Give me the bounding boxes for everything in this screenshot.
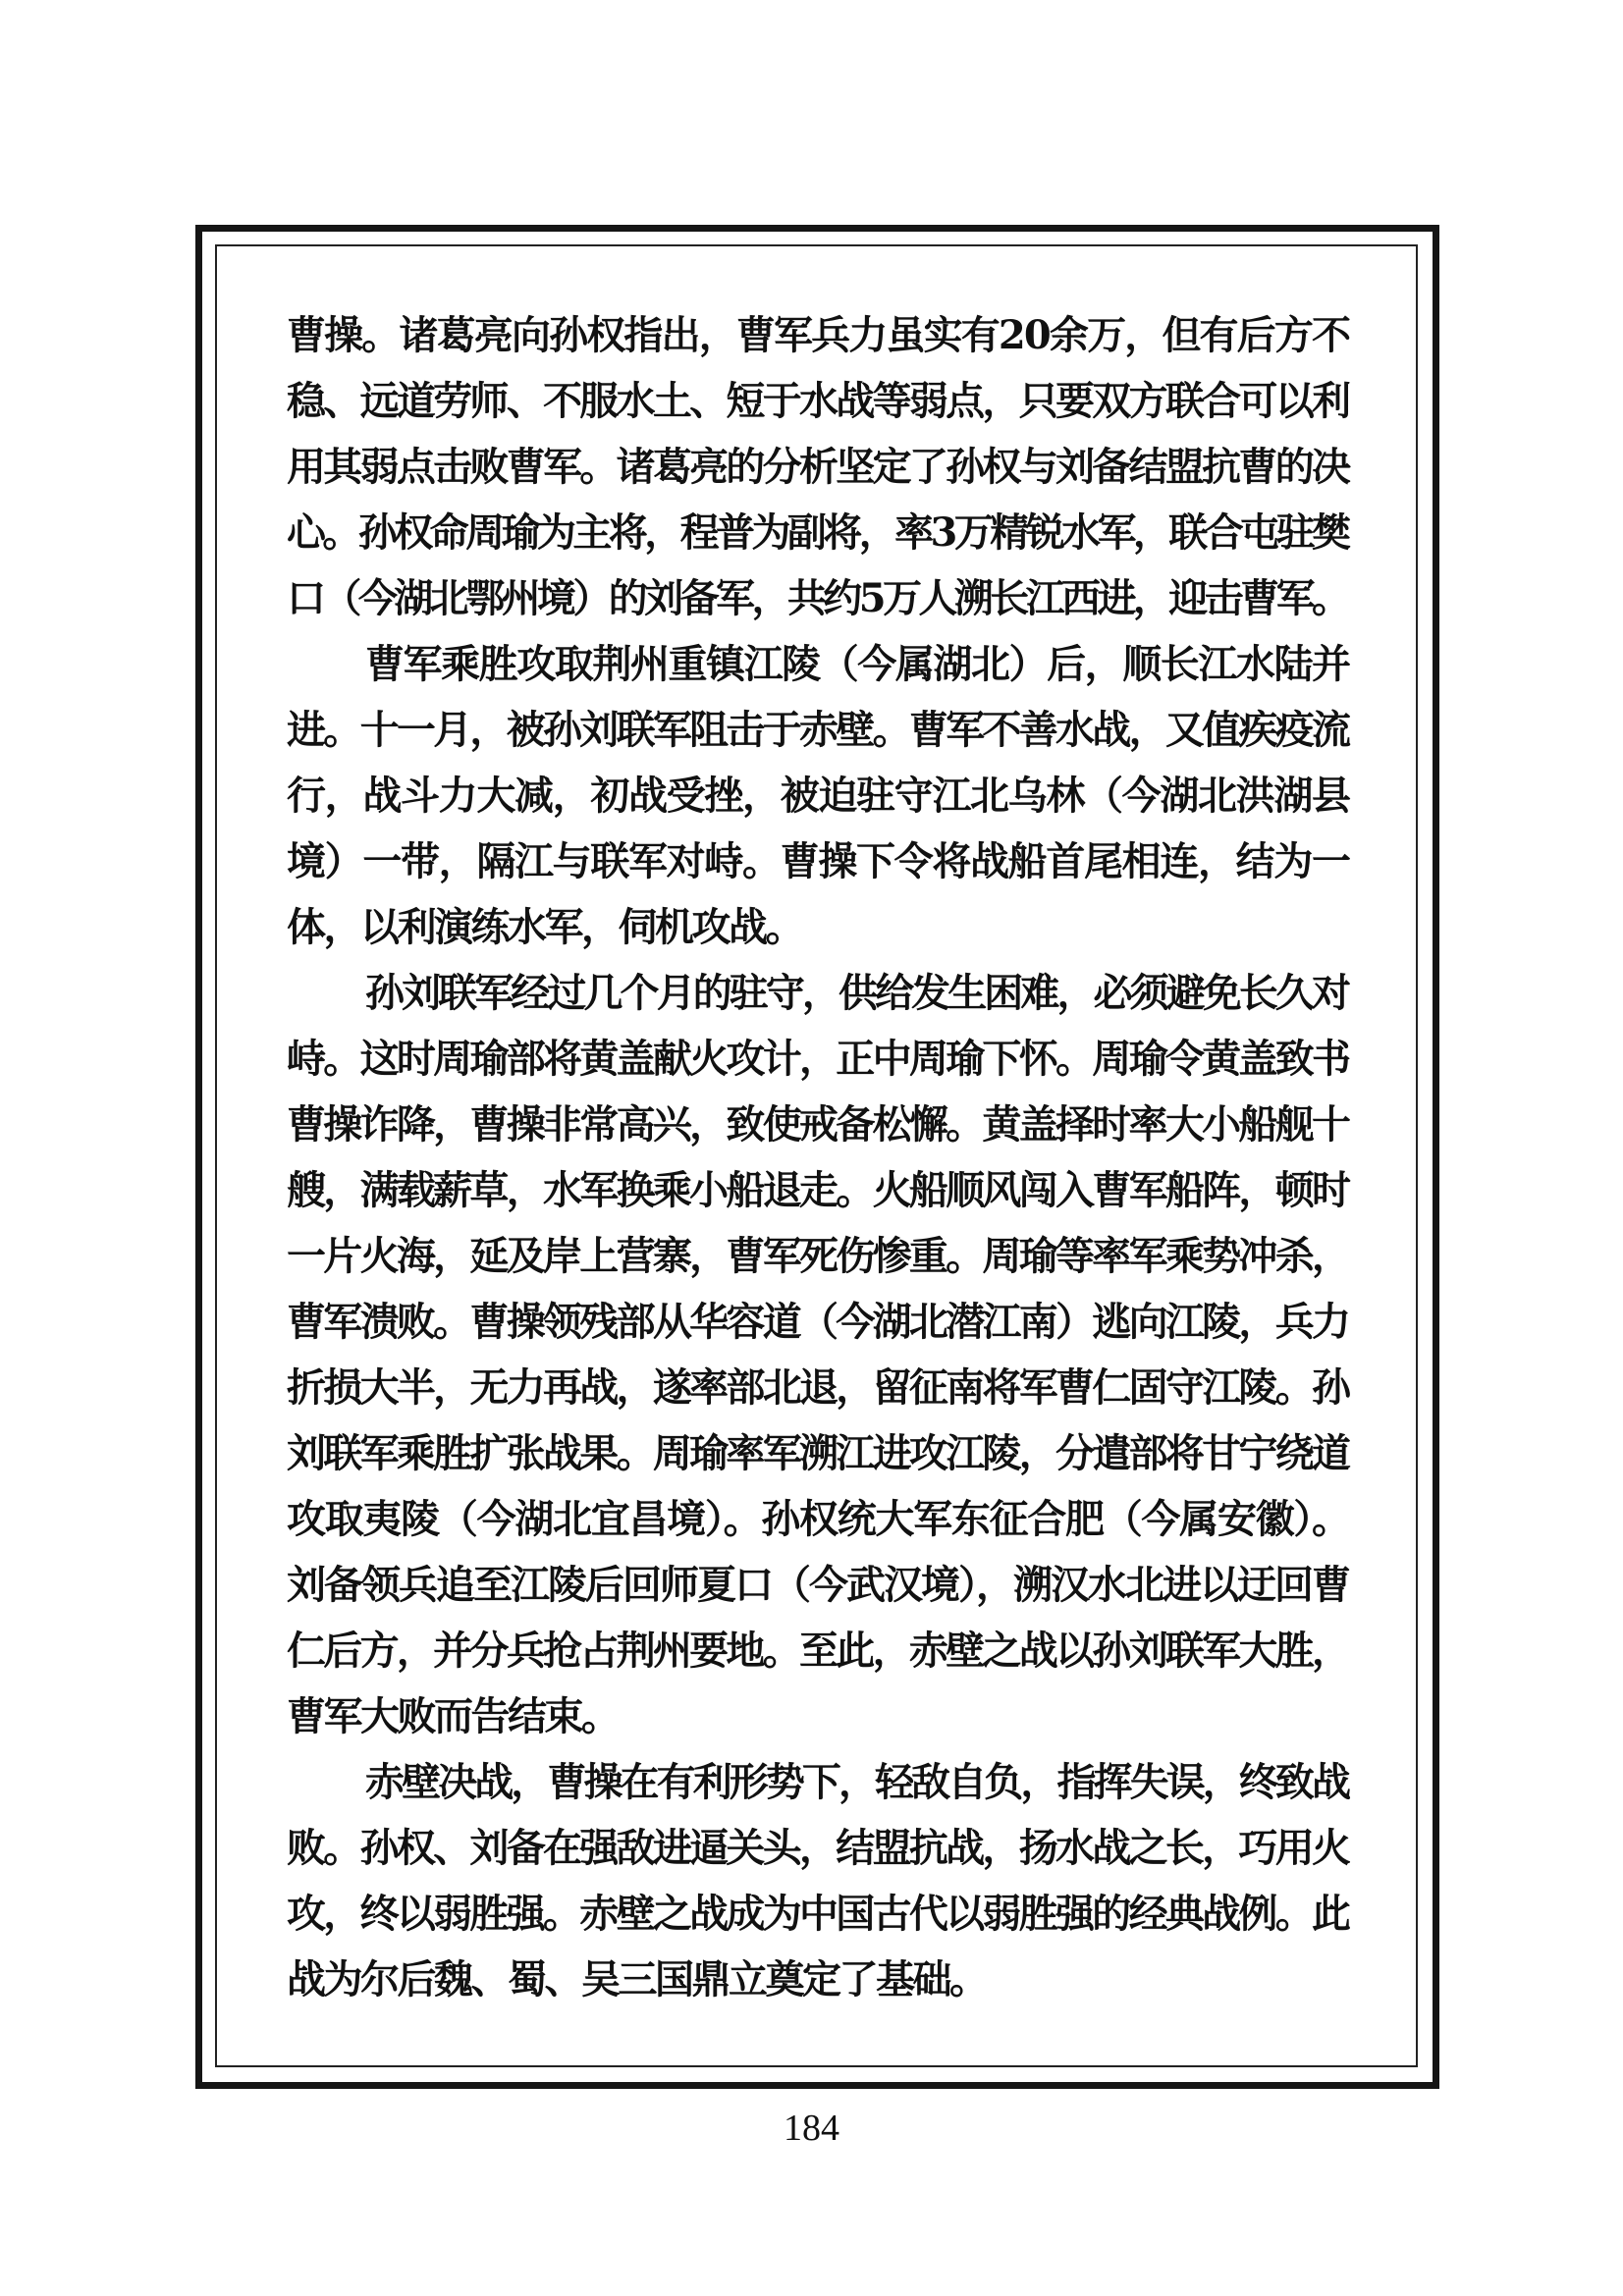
text-line: 心。孙权命周瑜为主将，程普为副将，率3万精锐水军，联合屯驻樊	[287, 509, 1348, 556]
text-line: 境）一带，隔江与联军对峙。曹操下令将战船首尾相连，结为一	[287, 838, 1350, 884]
text-line: 峙。这时周瑜部将黄盖献火攻计，正中周瑜下怀。周瑜令黄盖致书	[287, 1036, 1349, 1082]
text-line: 败。孙权、刘备在强敌进逼关头，结盟抗战，扬水战之长，巧用火	[287, 1825, 1349, 1871]
text-line: 折损大半，无力再战，遂率部北退，留征南将军曹仁固守江陵。孙	[287, 1364, 1349, 1411]
text-line: 进。十一月，被孙刘联军阻击于赤壁。曹军不善水战，又值疾疫流	[287, 707, 1349, 753]
text-line: 曹操。诸葛亮向孙权指出，曹军兵力虽实有20余万，但有后方不	[287, 312, 1350, 358]
text-line: 赤壁决战，曹操在有利形势下，轻敌自负，指挥失误，终致战	[365, 1759, 1349, 1805]
text-line: 刘联军乘胜扩张战果。周瑜率军溯江进攻江陵，分遣部将甘宁绕道	[287, 1430, 1349, 1476]
page-number: 184	[784, 2108, 839, 2149]
paragraph	[287, 631, 1351, 960]
paragraph	[287, 302, 1351, 631]
text-line: 攻取夷陵（今湖北宜昌境）。孙权统大军东征合肥（今属安徽）。	[287, 1496, 1350, 1542]
text-line: 行，战斗力大减，初战受挫，被迫驻守江北乌林（今湖北洪湖县	[287, 773, 1350, 819]
text-line: 用其弱点击败曹军。诸葛亮的分析坚定了孙权与刘备结盟抗曹的决	[287, 444, 1349, 490]
text-line: 曹军大败而告结束。	[287, 1693, 619, 1739]
text-line: 仁后方，并分兵抢占荆州要地。至此，赤壁之战以孙刘联军大胜，	[287, 1628, 1349, 1674]
text-line: 攻，终以弱胜强。赤壁之战成为中国古代以弱胜强的经典战例。此	[287, 1891, 1349, 1937]
body-text	[287, 302, 1351, 2012]
text-line: 曹操诈降，曹操非常高兴，致使戒备松懈。黄盖择时率大小船舰十	[287, 1101, 1349, 1148]
text-line: 稳、远道劳师、不服水土、短于水战等弱点，只要双方联合可以利	[287, 378, 1349, 424]
text-line: 战为尔后魏、蜀、吴三国鼎立奠定了基础。	[287, 1956, 987, 2002]
text-line: 曹军溃败。曹操领残部从华容道（今湖北潜江南）逃向江陵，兵力	[287, 1299, 1349, 1345]
text-line: 艘，满载薪草，水军换乘小船退走。火船顺风闯入曹军船阵，顿时	[287, 1167, 1349, 1213]
text-line: 一片火海，延及岸上营寨，曹军死伤惨重。周瑜等率军乘势冲杀，	[287, 1233, 1349, 1279]
text-line: 曹军乘胜攻取荆州重镇江陵（今属湖北）后，顺长江水陆并	[365, 641, 1350, 687]
text-line: 体，以利演练水军，伺机攻战。	[287, 904, 802, 950]
text-line: 口（今湖北鄂州境）的刘备军，共约5万人溯长江西进，迎击曹军。	[287, 575, 1348, 621]
paragraph	[287, 960, 1351, 1749]
text-line: 刘备领兵追至江陵后回师夏口（今武汉境），溯汉水北进以迂回曹	[287, 1562, 1349, 1608]
text-line: 孙刘联军经过几个月的驻守，供给发生困难，必须避免长久对	[365, 970, 1349, 1016]
paragraph	[287, 1749, 1351, 2012]
